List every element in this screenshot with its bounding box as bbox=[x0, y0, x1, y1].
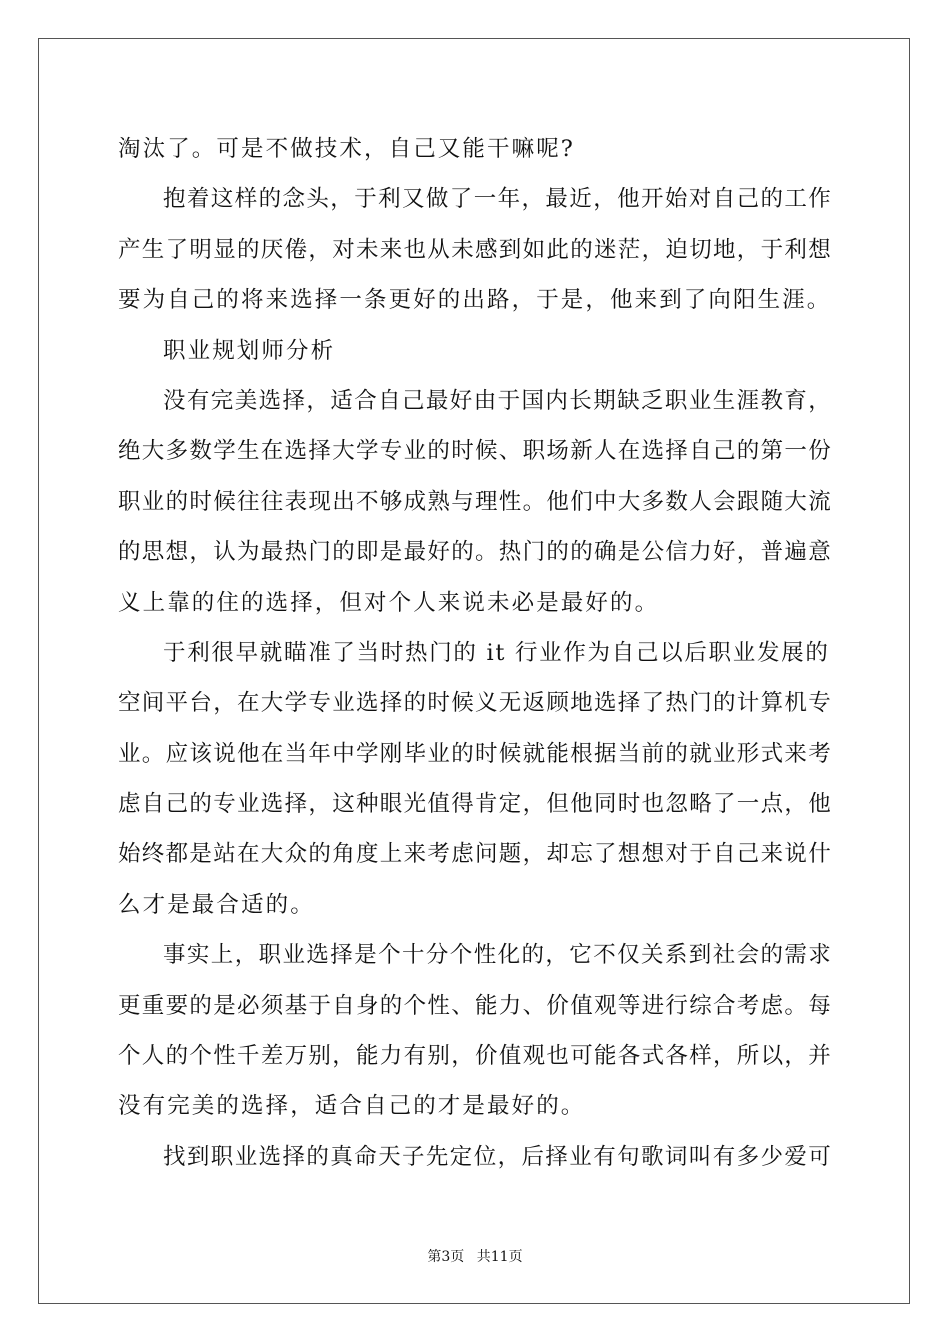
page-total: 共11页 bbox=[476, 1249, 523, 1265]
text-line: 始终都是站在大众的角度上来考虑问题，却忘了想想对于自己来说什 bbox=[118, 841, 833, 868]
text-line: 没有完美选择，适合自己最好由于国内长期缺乏职业生涯教育， bbox=[163, 387, 833, 414]
document-body bbox=[118, 124, 832, 1182]
text-line: 淘汰了。可是不做技术，自己又能干嘛呢? bbox=[118, 136, 575, 162]
text-line: 找到职业选择的真命天子先定位，后择业有句歌词叫有多少爱可 bbox=[163, 1143, 833, 1170]
page-footer bbox=[0, 1246, 950, 1266]
text-line: 业。应该说他在当年中学刚毕业的时候就能根据当前的就业形式来考 bbox=[118, 740, 833, 767]
text-line: 职业规划师分析 bbox=[163, 337, 336, 364]
text-line: 于利很早就瞄准了当时热门的 it 行业作为自己以后职业发展的 bbox=[163, 639, 830, 666]
text-line: 更重要的是必须基于自身的个性、能力、价值观等进行综合考虑。每 bbox=[118, 992, 833, 1019]
text-line: 虑自己的专业选择，这种眼光值得肯定，但他同时也忽略了一点，他 bbox=[118, 791, 833, 818]
text-line: 的思想，认为最热门的即是最好的。热门的的确是公信力好，普遍意 bbox=[118, 539, 833, 566]
text-line: 空间平台，在大学专业选择的时候义无返顾地选择了热门的计算机专 bbox=[118, 690, 833, 717]
text-line: 职业的时候往往表现出不够成熟与理性。他们中大多数人会跟随大流 bbox=[118, 488, 833, 515]
text-line: 抱着这样的念头，于利又做了一年，最近，他开始对自己的工作 bbox=[163, 186, 833, 213]
text-line: 产生了明显的厌倦，对未来也从未感到如此的迷茫，迫切地，于利想 bbox=[118, 236, 833, 263]
text-line: 要为自己的将来选择一条更好的出路，于是，他来到了向阳生涯。 bbox=[118, 287, 832, 314]
text-line: 事实上，职业选择是个十分个性化的，它不仅关系到社会的需求 bbox=[163, 942, 833, 969]
text-line: 义上靠的住的选择，但对个人来说未必是最好的。 bbox=[118, 589, 660, 616]
text-line: 没有完美的选择，适合自己的才是最好的。 bbox=[118, 1093, 586, 1120]
text-line: 绝大多数学生在选择大学专业的时候、职场新人在选择自己的第一份 bbox=[118, 438, 833, 465]
text-line: 个人的个性千差万别，能力有别，价值观也可能各式各样，所以，并 bbox=[118, 1043, 833, 1070]
page-number: 第3页 bbox=[427, 1249, 465, 1265]
text-line: 么才是最合适的。 bbox=[118, 891, 315, 918]
